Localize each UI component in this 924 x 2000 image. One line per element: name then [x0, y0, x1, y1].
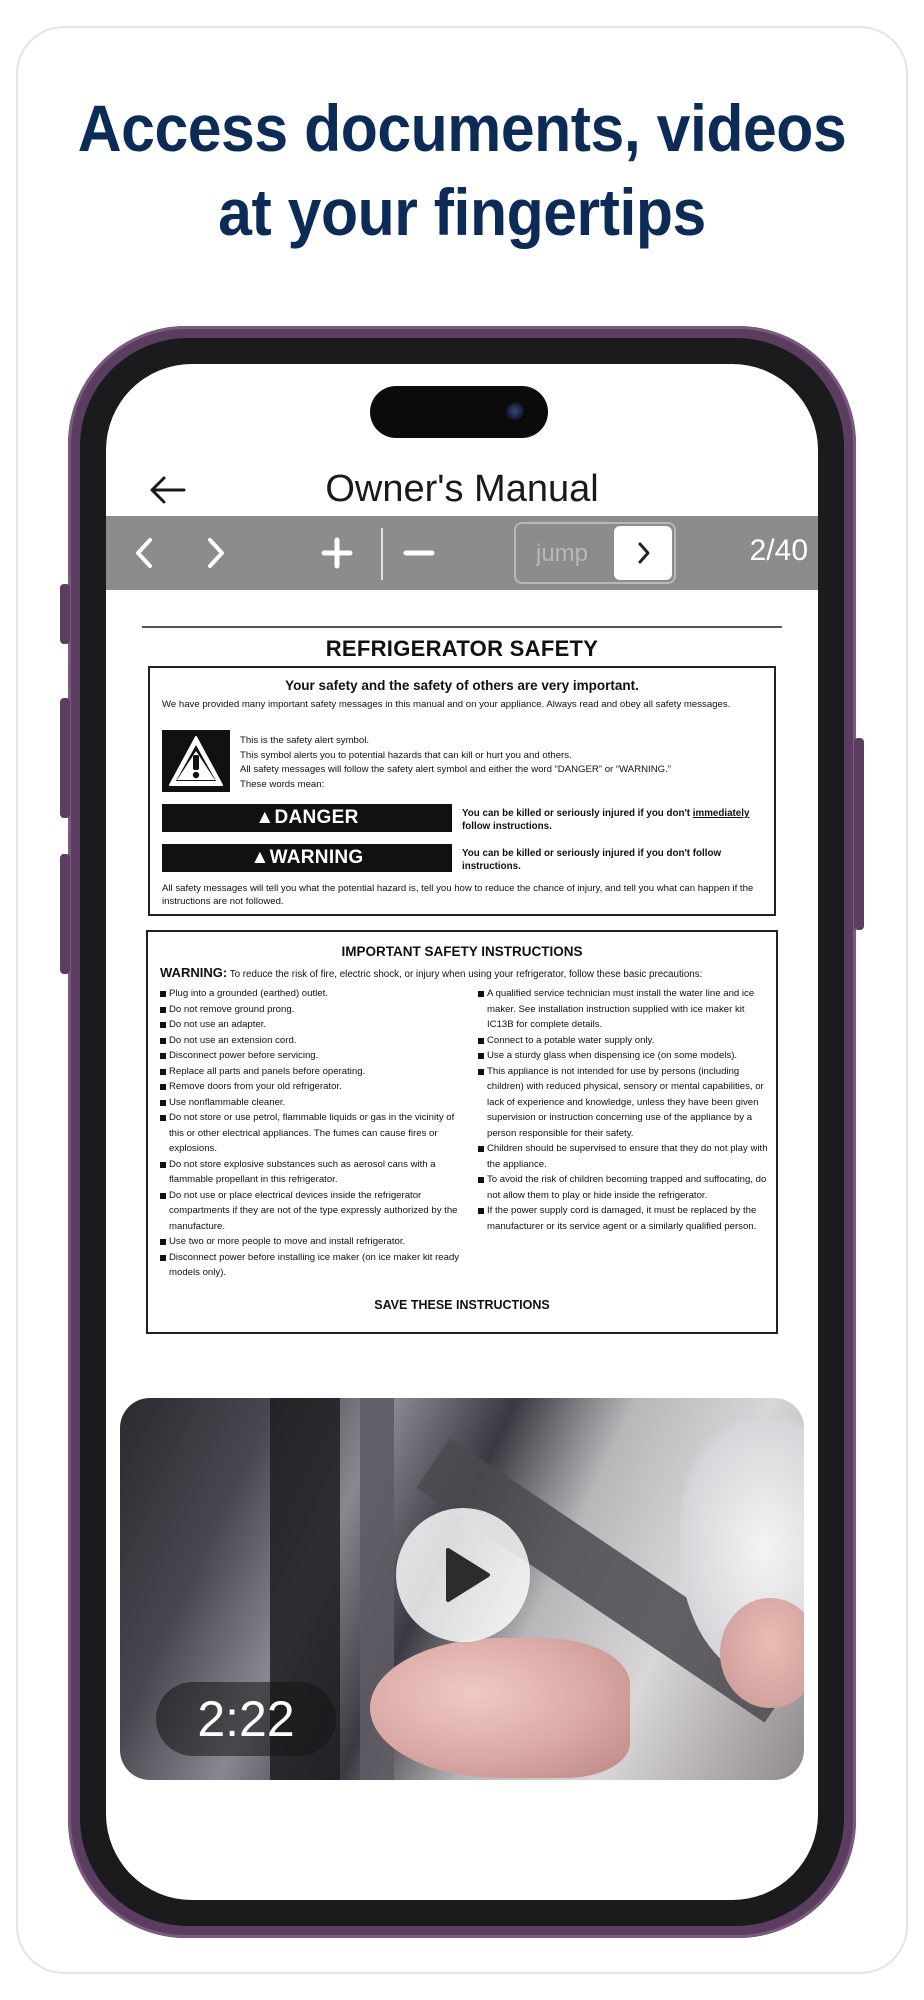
- next-page-button[interactable]: [196, 534, 234, 572]
- list-item: Do not store explosive substances such as aerosol cans with a flammable propellant in this refrigerator.: [160, 1157, 460, 1188]
- instructions-right-column: [478, 986, 770, 1234]
- safety-box-intro: We have provided many important safety messages in this manual and on your appliance. Always read and obey all safety messages.: [162, 699, 731, 710]
- list-item: Plug into a grounded (earthed) outlet.: [160, 986, 460, 1002]
- safety-box-footer: All safety messages will tell you what the potential hazard is, tell you how to reduce the chance of injury, and tell you what can happen if the instructions are not followed.: [162, 883, 754, 907]
- list-item: Use nonflammable cleaner.: [160, 1095, 460, 1111]
- phone-volume-down-button: [60, 854, 70, 974]
- jump-go-button[interactable]: [614, 526, 672, 580]
- toolbar-divider: [381, 528, 383, 580]
- instructions-warning: [160, 966, 770, 982]
- jump-page-input[interactable]: [522, 532, 612, 576]
- page-top-rule: [142, 626, 782, 628]
- list-item: Remove doors from your old refrigerator.: [160, 1079, 460, 1095]
- danger-text-emphasis: immediately: [692, 808, 750, 819]
- zoom-in-button[interactable]: [318, 534, 356, 572]
- list-item: Disconnect power before installing ice maker (on ice maker kit ready models only).: [160, 1250, 460, 1281]
- list-item: Do not use or place electrical devices inside the refrigerator compartments if they are not of the type expressly authorized by the manufacture.: [160, 1188, 460, 1235]
- video-duration: 2:22: [156, 1682, 336, 1756]
- safety-instructions-box: [146, 930, 778, 1334]
- promo-headline: [37, 86, 887, 254]
- list-item: If the power supply cord is damaged, it must be replaced by the manufacturer or its service agent or a similarly qualified person.: [478, 1203, 770, 1234]
- phone-side-button: [60, 584, 70, 644]
- dynamic-island: [370, 386, 548, 438]
- list-item: Use a sturdy glass when dispensing ice (on some models).: [478, 1048, 770, 1064]
- front-camera-icon: [506, 402, 526, 422]
- previous-page-button[interactable]: [126, 534, 164, 572]
- safety-alert-symbol: [162, 730, 230, 792]
- list-item: To avoid the risk of children becoming trapped and suffocating, do not allow them to play or hide inside the refrigerator.: [478, 1172, 770, 1203]
- phone-power-button: [854, 738, 864, 930]
- danger-text-post: follow instructions.: [462, 820, 552, 832]
- symbol-line: All safety messages will follow the safety alert symbol and either the word “DANGER” or “WARNING.”: [240, 764, 671, 775]
- list-item: Do not use an extension cord.: [160, 1033, 460, 1049]
- warning-meaning: You can be killed or seriously injured if you don't follow instructions.: [462, 848, 722, 872]
- video-thumbnail-detail: [370, 1638, 630, 1778]
- list-item: Do not use an adapter.: [160, 1017, 460, 1033]
- headline-line-2: at your fingertips: [218, 175, 706, 249]
- warning-triangle-icon: [168, 734, 224, 788]
- phone-screen: [106, 364, 818, 1900]
- danger-word: DANGER: [274, 807, 359, 828]
- minus-icon: [400, 534, 438, 572]
- instructions-left-column: [160, 986, 460, 1281]
- save-instructions-text: SAVE THESE INSTRUCTIONS: [374, 1298, 550, 1312]
- list-item: Connect to a potable water supply only.: [478, 1033, 770, 1049]
- list-item: Replace all parts and panels before operating.: [160, 1064, 460, 1080]
- safety-box-heading: Your safety and the safety of others are very important.: [285, 678, 639, 693]
- video-player[interactable]: [120, 1398, 804, 1780]
- list-item: A qualified service technician must install the water line and ice maker. See installation instruction supplied with ice maker kit IC13B for complete details.: [478, 986, 770, 1033]
- warning-label: ▲WARNING: [162, 844, 452, 872]
- danger-meaning: [462, 808, 772, 833]
- list-item: Use two or more people to move and install refrigerator.: [160, 1234, 460, 1250]
- screen-title: Owner's Manual: [325, 468, 599, 510]
- instructions-heading: IMPORTANT SAFETY INSTRUCTIONS: [341, 944, 583, 959]
- list-item: Disconnect power before servicing.: [160, 1048, 460, 1064]
- document-title: REFRIGERATOR SAFETY: [325, 636, 599, 661]
- play-button[interactable]: [396, 1508, 530, 1642]
- symbol-line: This symbol alerts you to potential hazards that can kill or hurt you and others.: [240, 749, 572, 761]
- warning-word: WARNING:: [160, 965, 228, 980]
- plus-icon: [318, 534, 356, 572]
- symbol-line: These words mean:: [240, 778, 325, 790]
- danger-text-pre: You can be killed or seriously injured if you don't: [462, 808, 693, 819]
- list-item: Children should be supervised to ensure that they do not play with the appliance.: [478, 1141, 770, 1172]
- chevron-left-icon: [126, 534, 164, 572]
- list-item: This appliance is not intended for use by persons (including children) with reduced physical, sensory or mental capabilities, or lack of experience and knowledge, unless they have been given supervision or instruction concerning use of the appliance by a person responsible for their safety.: [478, 1064, 770, 1142]
- danger-label: ▲DANGER: [162, 804, 452, 832]
- jump-to-page-control: [514, 522, 676, 584]
- headline-line-1: Access documents, videos: [77, 91, 847, 165]
- chevron-right-icon: [614, 526, 672, 580]
- phone-volume-up-button: [60, 698, 70, 818]
- play-icon: [442, 1546, 492, 1604]
- list-item: Do not remove ground prong.: [160, 1002, 460, 1018]
- safety-symbol-explanation: [240, 734, 760, 792]
- chevron-right-icon: [196, 534, 234, 572]
- warning-text: To reduce the risk of fire, electric shock, or injury when using your refrigerator, follow these basic precautions:: [227, 969, 703, 980]
- zoom-out-button[interactable]: [400, 534, 438, 572]
- symbol-line: This is the safety alert symbol.: [240, 735, 370, 746]
- pdf-toolbar: [106, 516, 818, 590]
- page-indicator: 2/40: [749, 534, 808, 567]
- safety-box: [148, 666, 776, 916]
- list-item: Do not store or use petrol, flammable liquids or gas in the vicinity of this or other electrical appliances. The fumes can cause fires or explosions.: [160, 1110, 460, 1157]
- warning-word: WARNING: [269, 847, 364, 868]
